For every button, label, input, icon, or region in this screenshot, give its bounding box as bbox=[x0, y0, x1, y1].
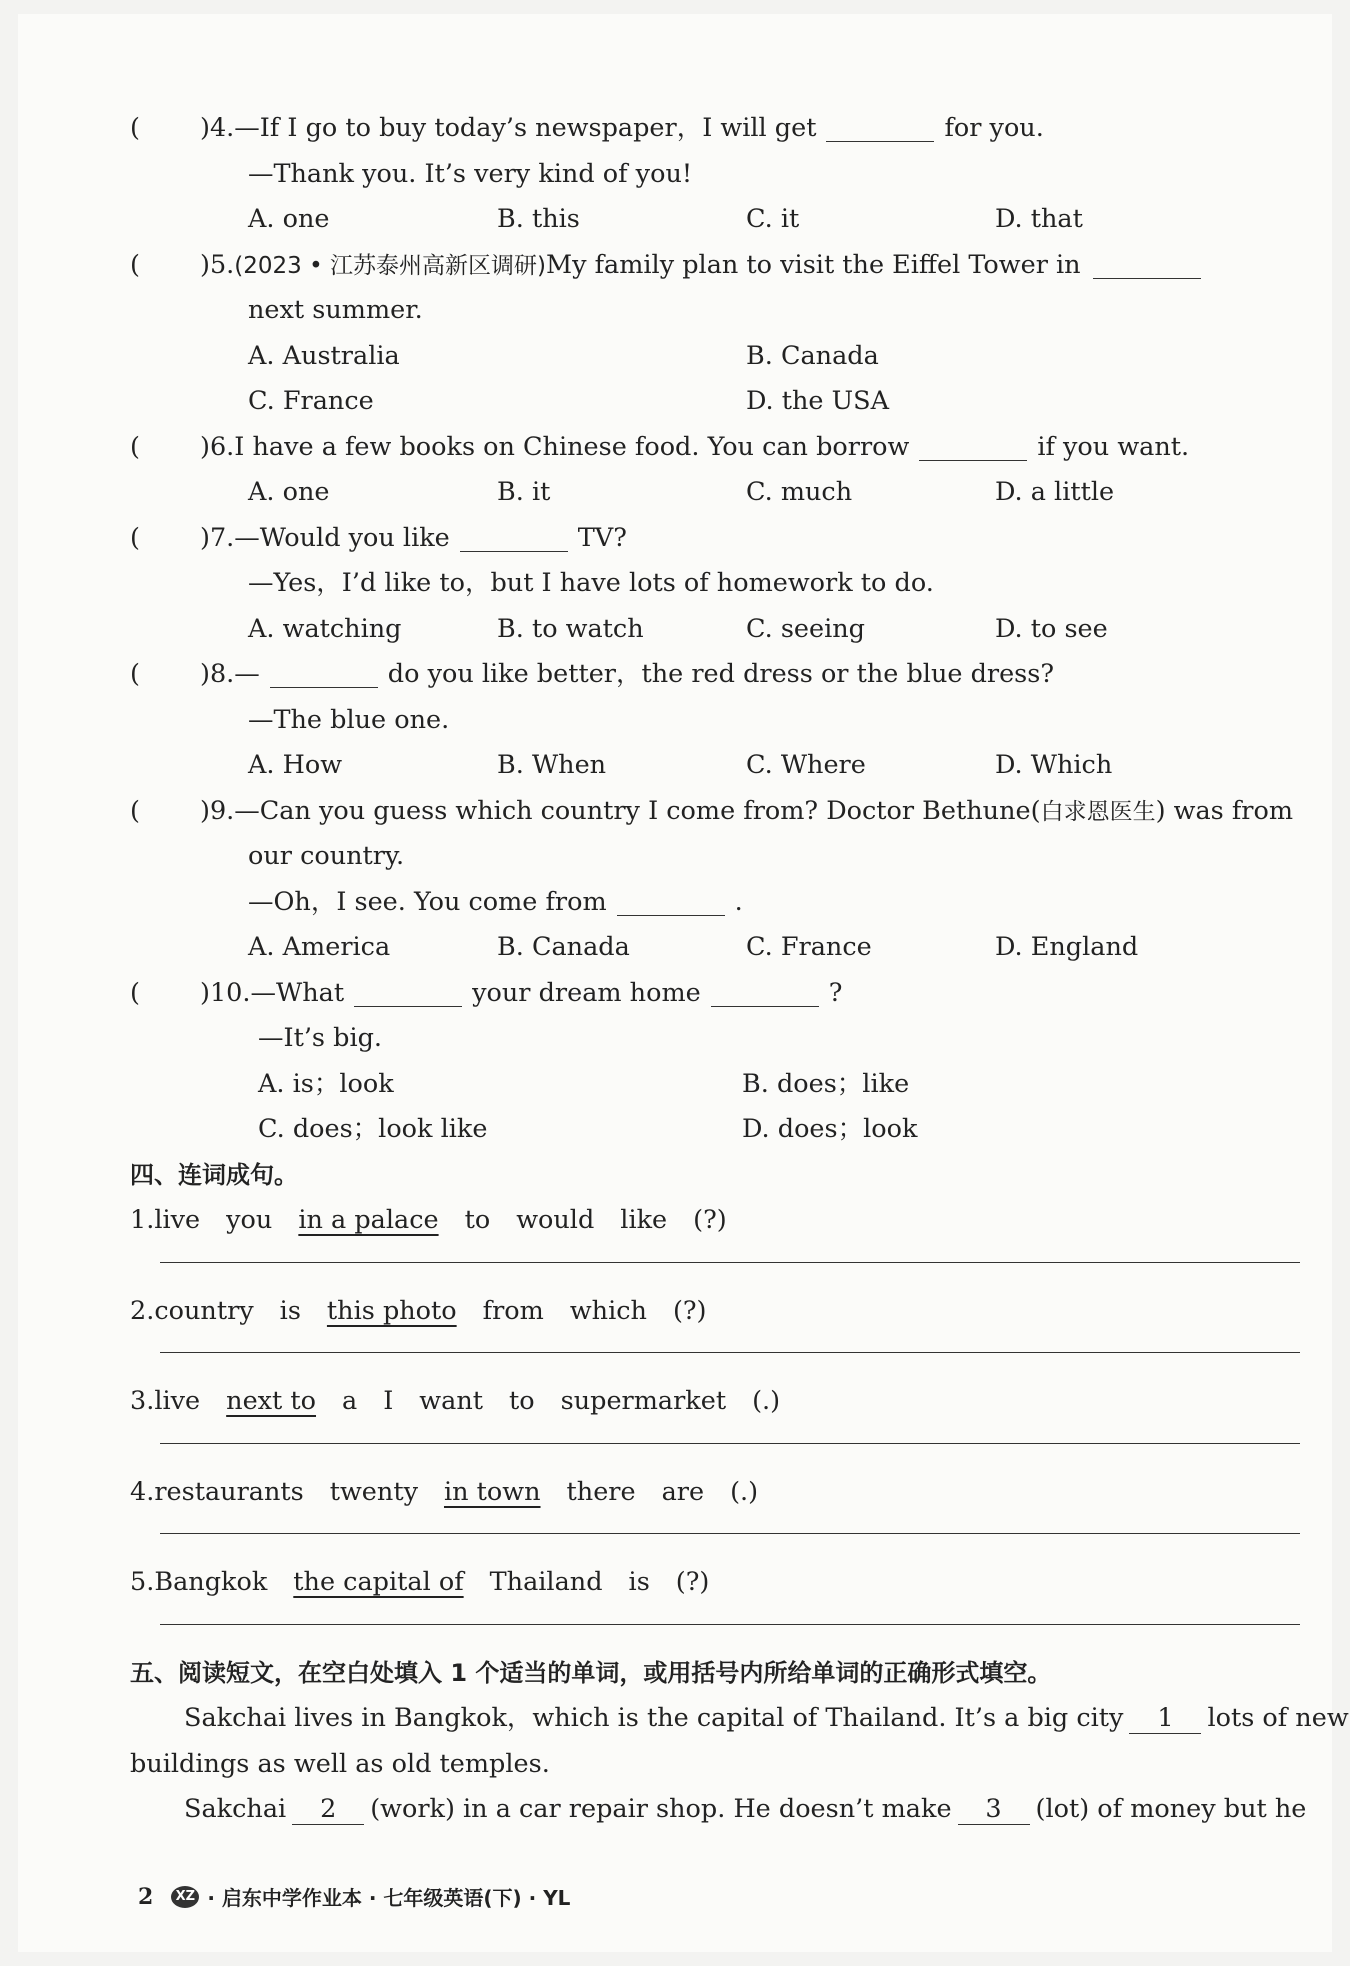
option-a: A. one bbox=[248, 204, 330, 234]
scrambled-word: live bbox=[154, 1386, 201, 1416]
answer-writing-line[interactable] bbox=[160, 1515, 1300, 1534]
scrambled-word: in a palace bbox=[298, 1205, 439, 1235]
question-text-suffix: do you like better，the red dress or the blue dress? bbox=[387, 659, 1055, 689]
option-b: B. it bbox=[497, 477, 551, 507]
scrambled-word: Thailand bbox=[489, 1567, 603, 1597]
answer-paren: ( bbox=[130, 977, 140, 1008]
option-b: B. Canada bbox=[746, 340, 879, 371]
page-content bbox=[130, 106, 1349, 1833]
passage-text: Sakchai bbox=[184, 1794, 287, 1824]
answer-paren: ( bbox=[130, 522, 140, 553]
item-number: 5. bbox=[130, 1567, 155, 1597]
passage-text: Sakchai lives in Bangkok，which is the capital of Thailand. It’s a big city bbox=[184, 1703, 1124, 1733]
item-number: 1. bbox=[130, 1205, 155, 1235]
question-7 bbox=[130, 516, 1280, 562]
question-4-options bbox=[130, 197, 1280, 243]
scrambled-word: this photo bbox=[326, 1295, 457, 1326]
question-text: My family plan to visit the Eiffel Tower in bbox=[545, 249, 1081, 280]
scrambled-word: is bbox=[279, 1295, 301, 1326]
answer-blank[interactable] bbox=[1093, 248, 1201, 279]
scrambled-word: which bbox=[569, 1295, 647, 1326]
option-c: C. Where bbox=[746, 750, 866, 780]
question-8 bbox=[130, 652, 1280, 698]
passage-blank-3[interactable]: 3 bbox=[958, 1794, 1030, 1825]
sentence-building-items bbox=[130, 1198, 1280, 1625]
scrambled-word: you bbox=[226, 1205, 273, 1235]
question-text-suffix: if you want. bbox=[1037, 431, 1190, 462]
passage-text: (work) in a car repair shop. He doesn’t make bbox=[370, 1794, 952, 1824]
end-punctuation: (?) bbox=[693, 1205, 727, 1235]
answer-writing-line[interactable] bbox=[160, 1425, 1300, 1444]
answer-blank[interactable] bbox=[460, 521, 568, 552]
question-source: (2023 • 江苏泰州高新区调研) bbox=[234, 252, 546, 279]
question-10-options-row1 bbox=[130, 1062, 1280, 1108]
option-c: C. much bbox=[746, 477, 853, 507]
question-number: )5. bbox=[200, 249, 235, 280]
question-9-reply bbox=[130, 880, 1280, 926]
option-b: B. to watch bbox=[497, 613, 644, 644]
question-text: —Can you guess which country I come from? Doctor Bethune( bbox=[234, 795, 1041, 826]
sentence-item bbox=[130, 1560, 1280, 1606]
option-a: A. Australia bbox=[248, 340, 400, 371]
option-d: D. England bbox=[995, 932, 1139, 962]
sentence-item bbox=[130, 1470, 1280, 1516]
scrambled-word: country bbox=[154, 1295, 254, 1326]
question-5-options-row1 bbox=[130, 334, 1280, 380]
option-a: A. America bbox=[248, 932, 391, 962]
option-b: B. Canada bbox=[497, 932, 630, 962]
scrambled-word: the capital of bbox=[293, 1567, 464, 1597]
question-10 bbox=[130, 971, 1280, 1017]
question-10-reply: —It’s big. bbox=[258, 1023, 383, 1053]
scrambled-word: from bbox=[482, 1295, 544, 1326]
publisher-logo: XZ bbox=[171, 1886, 199, 1908]
passage-blank-2[interactable]: 2 bbox=[292, 1794, 364, 1825]
option-c: C. it bbox=[746, 204, 800, 234]
answer-writing-line[interactable] bbox=[160, 1606, 1300, 1625]
reply-text: —Oh，I see. You come from bbox=[248, 886, 607, 917]
passage-line-2: buildings as well as old temples. bbox=[130, 1748, 550, 1779]
end-punctuation: (.) bbox=[752, 1386, 781, 1416]
question-6 bbox=[130, 425, 1280, 471]
scrambled-word: in town bbox=[443, 1476, 541, 1507]
question-text-suffix: ? bbox=[828, 977, 843, 1008]
question-5 bbox=[130, 243, 1280, 289]
option-d: D. does；look bbox=[742, 1114, 918, 1144]
passage-text: (lot) of money but he bbox=[1035, 1794, 1307, 1824]
scrambled-word: want bbox=[419, 1386, 483, 1416]
option-b: B. this bbox=[497, 204, 580, 234]
question-text: — bbox=[234, 659, 260, 689]
option-b: B. When bbox=[497, 750, 607, 780]
question-8-options bbox=[130, 743, 1280, 789]
reply-punct: . bbox=[734, 886, 743, 917]
question-text: —What bbox=[250, 977, 345, 1008]
answer-blank[interactable] bbox=[270, 657, 378, 688]
answer-paren: ( bbox=[130, 249, 140, 280]
answer-blank[interactable] bbox=[826, 111, 934, 142]
answer-paren: ( bbox=[130, 113, 140, 143]
question-7-options bbox=[130, 607, 1280, 653]
question-5-options-row2 bbox=[130, 379, 1280, 425]
question-text-suffix: ) was from bbox=[1155, 795, 1293, 826]
section-5-heading: 五、阅读短文，在空白处填入 1 个适当的单词，或用括号内所给单词的正确形式填空。 bbox=[130, 1658, 1052, 1687]
scrambled-word: next to bbox=[226, 1386, 317, 1416]
option-c: C. France bbox=[746, 932, 872, 962]
scrambled-word: is bbox=[628, 1567, 650, 1597]
page-footer bbox=[138, 1882, 570, 1911]
option-d: D. Which bbox=[995, 750, 1113, 780]
option-d: D. to see bbox=[995, 613, 1108, 644]
question-number: )10. bbox=[200, 977, 251, 1008]
option-b: B. does；like bbox=[742, 1068, 910, 1099]
end-punctuation: (?) bbox=[672, 1295, 707, 1326]
question-4 bbox=[130, 106, 1280, 152]
answer-writing-line[interactable] bbox=[160, 1244, 1300, 1263]
end-punctuation: (.) bbox=[730, 1476, 759, 1507]
answer-blank-2[interactable] bbox=[711, 976, 819, 1007]
question-10-options-row2 bbox=[130, 1107, 1280, 1153]
scrambled-word: supermarket bbox=[560, 1386, 727, 1416]
option-c: C. seeing bbox=[746, 613, 865, 644]
answer-blank[interactable] bbox=[617, 885, 725, 916]
item-number: 2. bbox=[130, 1295, 155, 1326]
option-a: A. How bbox=[248, 750, 343, 780]
sentence-item bbox=[130, 1289, 1280, 1335]
scrambled-word: would bbox=[516, 1205, 595, 1235]
scrambled-word: restaurants bbox=[154, 1476, 304, 1507]
question-9-continued: our country. bbox=[248, 841, 405, 871]
question-number: )6. bbox=[200, 431, 235, 462]
option-c: C. France bbox=[248, 386, 374, 416]
option-d: D. the USA bbox=[746, 386, 889, 416]
page-number: 2 bbox=[138, 1883, 154, 1910]
answer-paren: ( bbox=[130, 431, 140, 462]
question-6-options bbox=[130, 470, 1280, 516]
question-text: I have a few books on Chinese food. You can borrow bbox=[234, 431, 910, 462]
option-d: D. that bbox=[995, 204, 1083, 234]
question-text-mid: your dream home bbox=[472, 977, 701, 1008]
question-text-suffix: TV? bbox=[577, 522, 627, 553]
question-number: )9. bbox=[200, 795, 235, 826]
chinese-gloss: 白求恩医生 bbox=[1040, 798, 1156, 825]
option-c: C. does；look like bbox=[258, 1114, 488, 1144]
question-9-options bbox=[130, 925, 1280, 971]
question-4-reply: —Thank you. It’s very kind of you! bbox=[248, 158, 693, 189]
question-8-reply: —The blue one. bbox=[248, 704, 450, 735]
question-5-continued: next summer. bbox=[248, 295, 423, 325]
scrambled-word: a bbox=[342, 1386, 358, 1416]
question-7-reply: —Yes，I’d like to，but I have lots of homework to do. bbox=[248, 568, 934, 598]
passage-line-1 bbox=[130, 1696, 1349, 1742]
question-number: )7. bbox=[200, 522, 235, 553]
question-9 bbox=[130, 789, 1293, 835]
passage-line-3 bbox=[130, 1787, 1307, 1833]
scrambled-word: there bbox=[566, 1476, 636, 1507]
answer-paren: ( bbox=[130, 659, 140, 689]
book-title: · 启东中学作业本 · 七年级英语(下) · YL bbox=[207, 1886, 571, 1910]
question-text: —Would you like bbox=[234, 522, 450, 553]
workbook-page bbox=[18, 14, 1349, 1952]
answer-blank-1[interactable] bbox=[354, 976, 462, 1007]
question-text-suffix: for you. bbox=[944, 113, 1044, 143]
scrambled-word: to bbox=[509, 1386, 535, 1416]
scrambled-word: I bbox=[383, 1386, 394, 1416]
end-punctuation: (?) bbox=[675, 1567, 710, 1597]
answer-blank[interactable] bbox=[919, 430, 1027, 461]
scrambled-word: Bangkok bbox=[154, 1567, 268, 1597]
option-a: A. is；look bbox=[258, 1068, 394, 1099]
sentence-item bbox=[130, 1198, 1280, 1244]
scrambled-word: like bbox=[620, 1205, 668, 1235]
option-a: A. watching bbox=[248, 613, 402, 644]
passage-blank-1[interactable]: 1 bbox=[1129, 1703, 1201, 1734]
question-number: )8. bbox=[200, 659, 235, 689]
passage-text: lots of new bbox=[1207, 1703, 1349, 1733]
answer-writing-line[interactable] bbox=[160, 1334, 1300, 1353]
option-d: D. a little bbox=[995, 477, 1115, 507]
scrambled-word: are bbox=[661, 1476, 705, 1507]
question-text: —If I go to buy today’s newspaper，I will get bbox=[234, 113, 817, 143]
sentence-item bbox=[130, 1379, 1280, 1425]
item-number: 4. bbox=[130, 1476, 155, 1507]
option-a: A. one bbox=[248, 477, 330, 507]
section-4-heading: 四、连词成句。 bbox=[130, 1160, 298, 1189]
question-number: )4. bbox=[200, 113, 235, 143]
answer-paren: ( bbox=[130, 795, 140, 826]
scrambled-word: twenty bbox=[329, 1476, 418, 1507]
scrambled-word: live bbox=[154, 1205, 201, 1235]
item-number: 3. bbox=[130, 1386, 155, 1416]
scrambled-word: to bbox=[464, 1205, 491, 1235]
